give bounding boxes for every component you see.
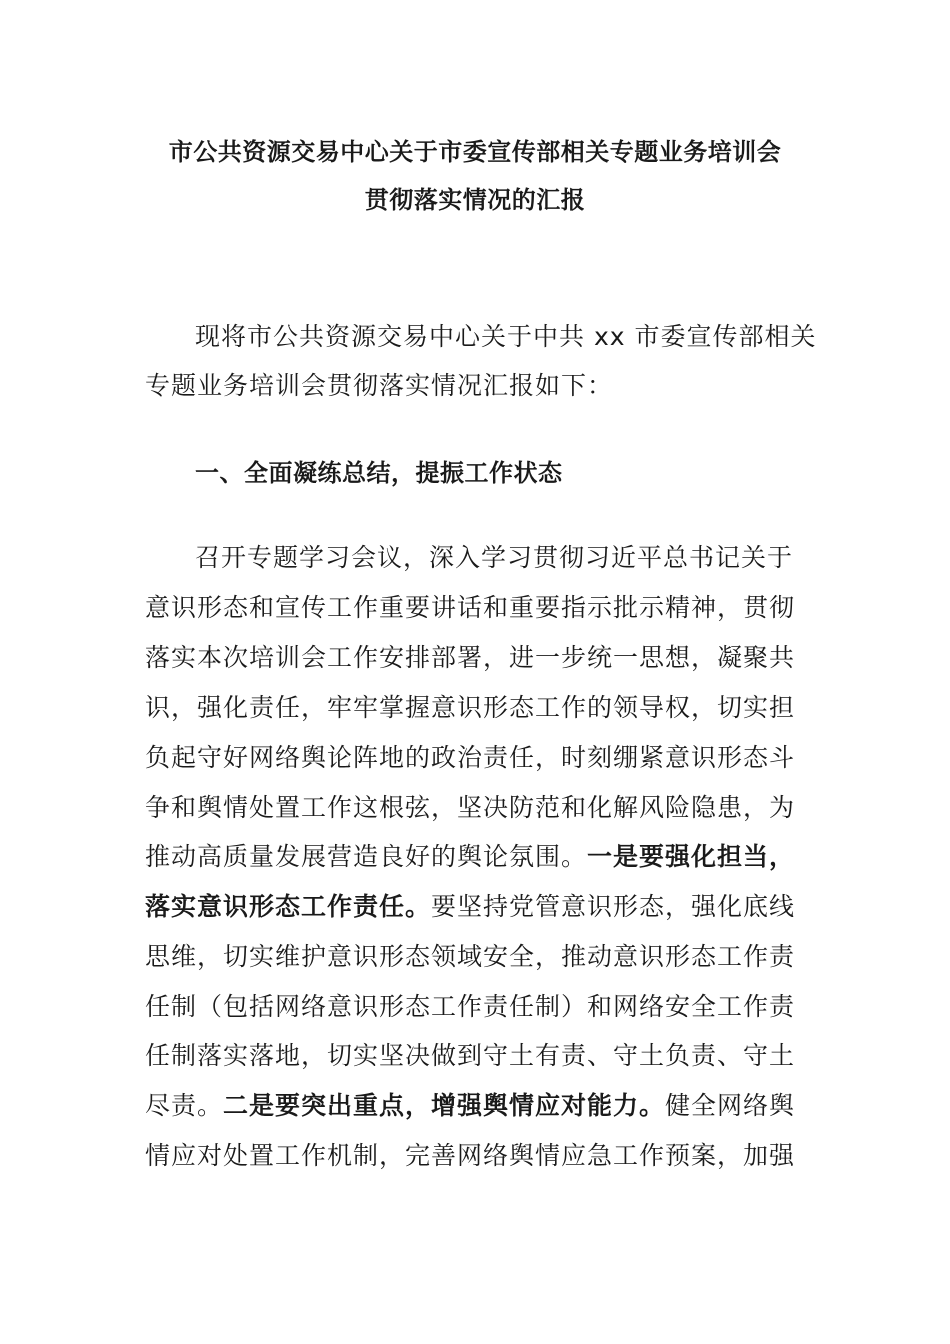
- document-title-line-2: 贯彻落实情况的汇报: [364, 186, 586, 214]
- intro-line-2: 专题业务培训会贯彻落实情况汇报如下：: [145, 371, 614, 400]
- bold-key-point-1: 一是要强化担当，: [587, 842, 796, 871]
- body-line-4: 识，强化责任，牢牢掌握意识形态工作的领导权，切实担: [145, 693, 796, 722]
- body-line-13: 情应对处置工作机制，完善网络舆情应急工作预案，加强: [145, 1141, 796, 1170]
- body-line-2: 意识形态和宣传工作重要讲话和重要指示批示精神，贯彻: [145, 593, 796, 622]
- section-heading-1: 一、全面凝练总结，提振工作状态: [195, 459, 563, 487]
- body-line-8: [145, 890, 795, 924]
- body-text: 推动高质量发展营造良好的舆论氛围。: [145, 842, 588, 871]
- body-text: 要坚持党管意识形态，强化底线: [431, 892, 796, 921]
- body-line-6: 争和舆情处置工作这根弦，坚决防范和化解风险隐患，为: [145, 793, 796, 822]
- body-line-10: 任制（包括网络意识形态工作责任制）和网络安全工作责: [145, 992, 796, 1021]
- body-line-9: 思维，切实维护意识形态领域安全，推动意识形态工作责: [145, 942, 796, 971]
- body-line-1: 召开专题学习会议，深入学习贯彻习近平总书记关于: [195, 543, 794, 572]
- body-line-3: 落实本次培训会工作安排部署，进一步统一思想，凝聚共: [145, 643, 796, 672]
- document-title-line-1: 市公共资源交易中心关于市委宣传部相关专题业务培训会: [168, 138, 782, 166]
- body-line-11: 任制落实落地，切实坚决做到守土有责、守土负责、守土: [145, 1041, 796, 1070]
- body-line-5: 负起守好网络舆论阵地的政治责任，时刻绷紧意识形态斗: [145, 743, 796, 772]
- body-text: 尽责。: [145, 1091, 224, 1120]
- body-line-12: [145, 1089, 795, 1123]
- bold-key-point-1-cont: 落实意识形态工作责任。: [145, 892, 432, 921]
- body-line-7: [145, 840, 795, 874]
- intro-line-1: 现将市公共资源交易中心关于中共 xx 市委宣传部相关: [195, 322, 817, 351]
- bold-key-point-2: 二是要突出重点，增强舆情应对能力。: [223, 1091, 666, 1120]
- body-text: 健全网络舆: [665, 1091, 796, 1120]
